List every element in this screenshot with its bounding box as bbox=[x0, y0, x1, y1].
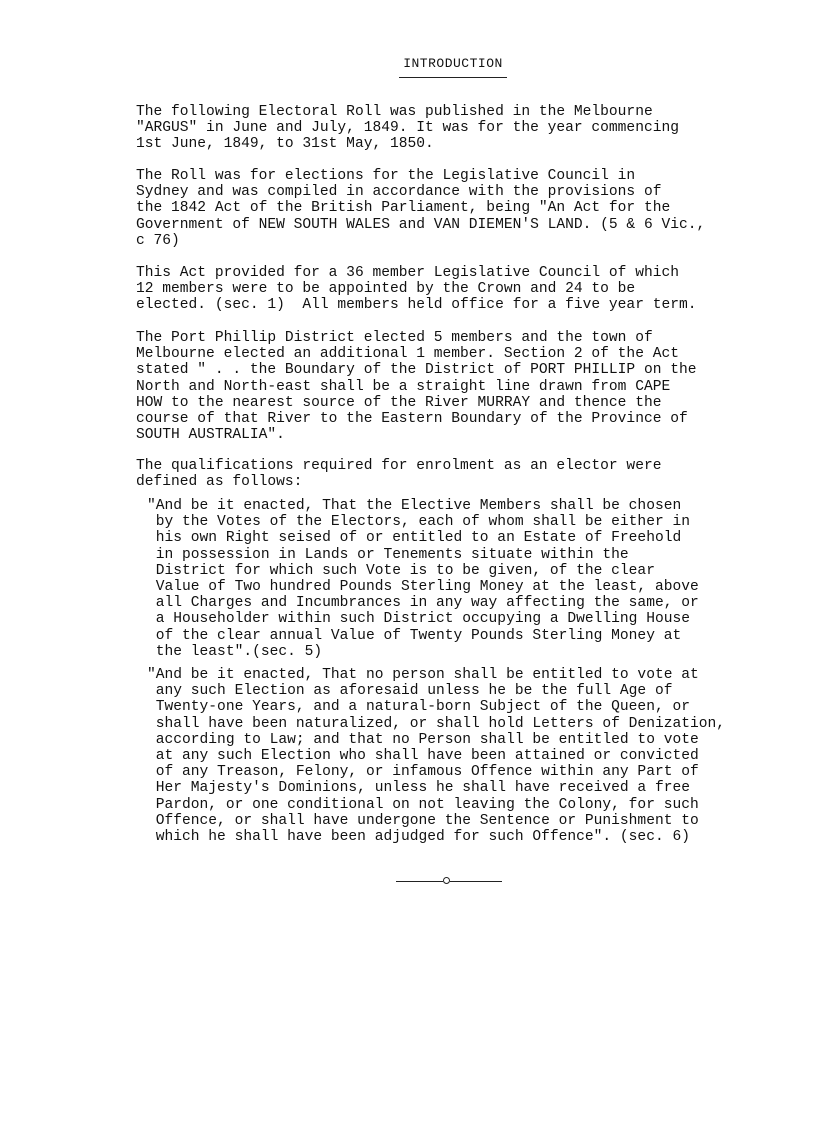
divider-right-line bbox=[450, 881, 502, 882]
quote-section-5: "And be it enacted, That the Elective Members shall be chosen by the Votes of the Electors, each of whom shall be either in his own Right seised of or entitled to an Estate of Freehold in possession in Lands or Tenements situate within the District for which such Vote is to be given, of the clear Value of Two hundred Pounds Sterling Money at the least, above all Charges and Incumbrances in any way affecting the same, or a Householder within such District occupying a Dwelling House of the clear annual Value of Twenty Pounds Sterling Money at the least".(sec. 5) bbox=[147, 498, 699, 660]
divider-circle-ornament bbox=[443, 877, 450, 884]
paragraph-port-phillip: The Port Phillip District elected 5 members and the town of Melbourne elected an additional 1 member. Section 2 of the Act stated " . . the Boundary of the District of PORT PHILLIP on the North and North-east shall be a straight line drawn from CAPE HOW to the nearest source of the River MURRAY and thence the course of that River to the Eastern Boundary of the Province of SOUTH AUSTRALIA". bbox=[136, 330, 697, 444]
page-title bbox=[0, 56, 816, 78]
divider-left-line bbox=[396, 881, 443, 882]
paragraph-act-council: This Act provided for a 36 member Legislative Council of which 12 members were to be appointed by the Crown and 24 to be elected. (sec. 1) All members held office for a five year term. bbox=[136, 265, 697, 314]
section-divider bbox=[396, 874, 502, 888]
paragraph-roll-elections: The Roll was for elections for the Legislative Council in Sydney and was compiled in accordance with the provisions of the 1842 Act of the British Parliament, being "An Act for the Government of NEW SOUTH WALES and VAN DIEMEN'S LAND. (5 & 6 Vic., c 76) bbox=[136, 168, 706, 249]
paragraph-qualifications: The qualifications required for enrolment as an elector were defined as follows: bbox=[136, 458, 662, 491]
quote-section-6: "And be it enacted, That no person shall be entitled to vote at any such Election as aforesaid unless he be the full Age of Twenty-one Years, and a natural-born Subject of the Queen, or shall have been naturalized, or shall hold Letters of Denization, according to Law; and that no Person shall be entitled to vote at any such Election who shall have been attained or convicted of any Treason, Felony, or infamous Offence within any Part of Her Majesty's Dominions, unless he shall have received a free Pardon, or one conditional on not leaving the Colony, for such Offence, or shall have undergone the Sentence or Punishment to which he shall have been adjudged for such Offence". (sec. 6) bbox=[147, 667, 726, 846]
page-title-text: INTRODUCTION bbox=[399, 56, 507, 78]
paragraph-publication: The following Electoral Roll was published in the Melbourne "ARGUS" in June and July, 1849. It was for the year commencing 1st June, 1849, to 31st May, 1850. bbox=[136, 104, 679, 153]
